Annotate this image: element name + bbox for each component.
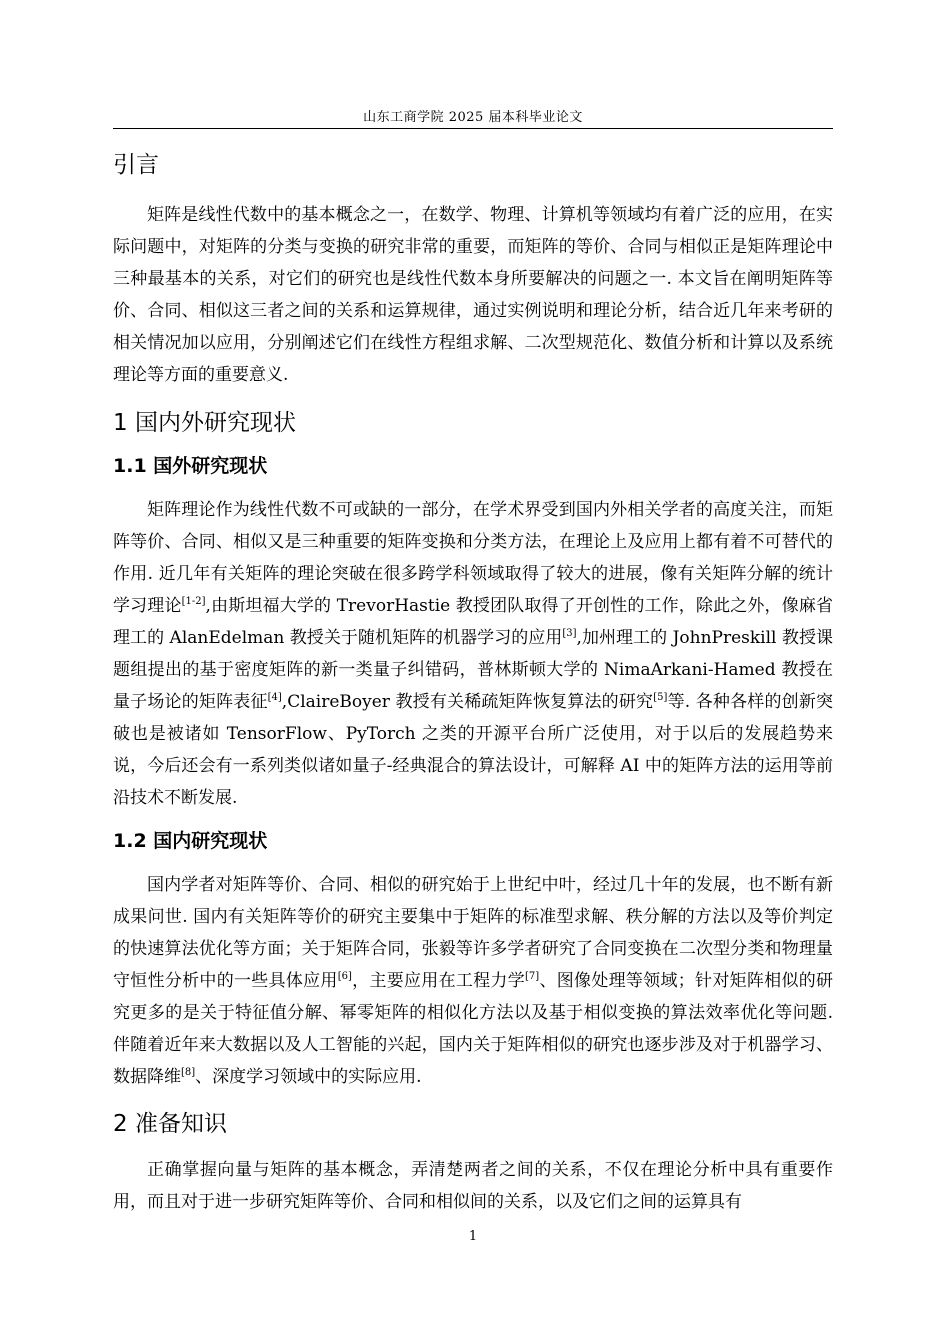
page-number: 1: [468, 1229, 478, 1244]
running-header: 山东工商学院 2025 届本科毕业论文: [363, 110, 583, 125]
intro-paragraph: 矩阵是线性代数中的基本概念之一，在数学、物理、计算机等领域均有着广泛的应用，在实际问题中，对矩阵的分类与变换的研究非常的重要，而矩阵的等价、合同与相似正是矩阵理论中三种最基本的关系，对它们的研究也是线性代数本身所要解决的问题之一. 本文旨在阐明矩阵等价、合同、相似这三者之间的关系和运算规律，通过实例说明和理论分析，结合近几年来考研的相关情况加以应用，分别阐述它们在线性方程组求解、二次型规范化、数值分析和计算以及系统理论等方面的重要意义.: [113, 205, 833, 385]
text-run: ，主要应用在工程力学: [351, 971, 526, 991]
page-content: [113, 142, 833, 1218]
text-run: 等. 各种各样的创新突破也是被诸如 TensorFlow、PyTorch 之类的开源平台所广泛使用，对于以后的发展趋势来说，今后还会有一系列类似诸如量子-经典混合的算法设计，可解释 AI 中的矩阵方法的运用等前沿技术不断发展.: [113, 692, 834, 808]
section2-heading: 2 准备知识: [113, 1111, 227, 1137]
section1-1-heading: 1.1 国外研究现状: [113, 455, 268, 477]
section1-heading: 1 国内外研究现状: [113, 410, 296, 436]
citation: [5]: [653, 692, 668, 703]
section1-2-paragraph: [113, 869, 833, 1093]
text-run: 矩阵理论作为线性代数不可或缺的一部分，在学术界受到国内外相关学者的高度关注，而矩阵等价、合同、相似又是三种重要的矩阵变换和分类方法，在理论上及应用上都有着不可替代的作用. 近几年有关矩阵的理论突破在很多跨学科领域取得了较大的进展，像有关矩阵分解的统计学习理论: [113, 500, 833, 616]
text-run: 、图像处理等领域；针对矩阵相似的研究更多的是关于特征值分解、幂零矩阵的相似化方法以及基于相似变换的算法效率优化等问题. 伴随着近年来大数据以及人工智能的兴起，国内关于矩阵相似的研究也逐步涉及对于机器学习、数据降维: [113, 971, 834, 1087]
section1-1-paragraph: [113, 494, 833, 814]
citation: [6]: [337, 971, 352, 982]
text-run: ,由斯坦福大学的 TrevorHastie 教授团队取得了开创性的工作，除此之外，像麻省理工的 AlanEdelman 教授关于随机矩阵的机器学习的应用: [113, 596, 834, 648]
text-run: 、深度学习领域中的实际应用.: [195, 1067, 422, 1087]
text-run: 国内学者对矩阵等价、合同、相似的研究始于上世纪中叶，经过几十年的发展，也不断有新成果问世. 国内有关矩阵等价的研究主要集中于矩阵的标准型求解、秩分解的方法以及等价判定的快速算法优化等方面；关于矩阵合同，张毅等许多学者研究了合同变换在二次型分类和物理量守恒性分析中的一些具体应用: [113, 875, 833, 991]
citation: [1-2]: [181, 596, 206, 607]
text-run: ,ClaireBoyer 教授有关稀疏矩阵恢复算法的研究: [281, 692, 654, 712]
text-run: ,加州理工的 JohnPreskill 教授课题组提出的基于密度矩阵的新一类量子纠错码，普林斯顿大学的 NimaArkani-Hamed 教授在量子场论的矩阵表征: [113, 628, 833, 712]
citation: [7]: [525, 971, 540, 982]
section1-2-heading: 1.2 国内研究现状: [113, 830, 268, 852]
citation: [4]: [267, 692, 282, 703]
intro-heading: 引言: [113, 152, 159, 178]
section2-paragraph: 正确掌握向量与矩阵的基本概念，弄清楚两者之间的关系，不仅在理论分析中具有重要作用，而且对于进一步研究矩阵等价、合同和相似间的关系，以及它们之间的运算具有: [113, 1160, 833, 1212]
citation: [8]: [181, 1067, 196, 1078]
header-divider: [113, 128, 833, 129]
citation: [3]: [562, 628, 577, 639]
